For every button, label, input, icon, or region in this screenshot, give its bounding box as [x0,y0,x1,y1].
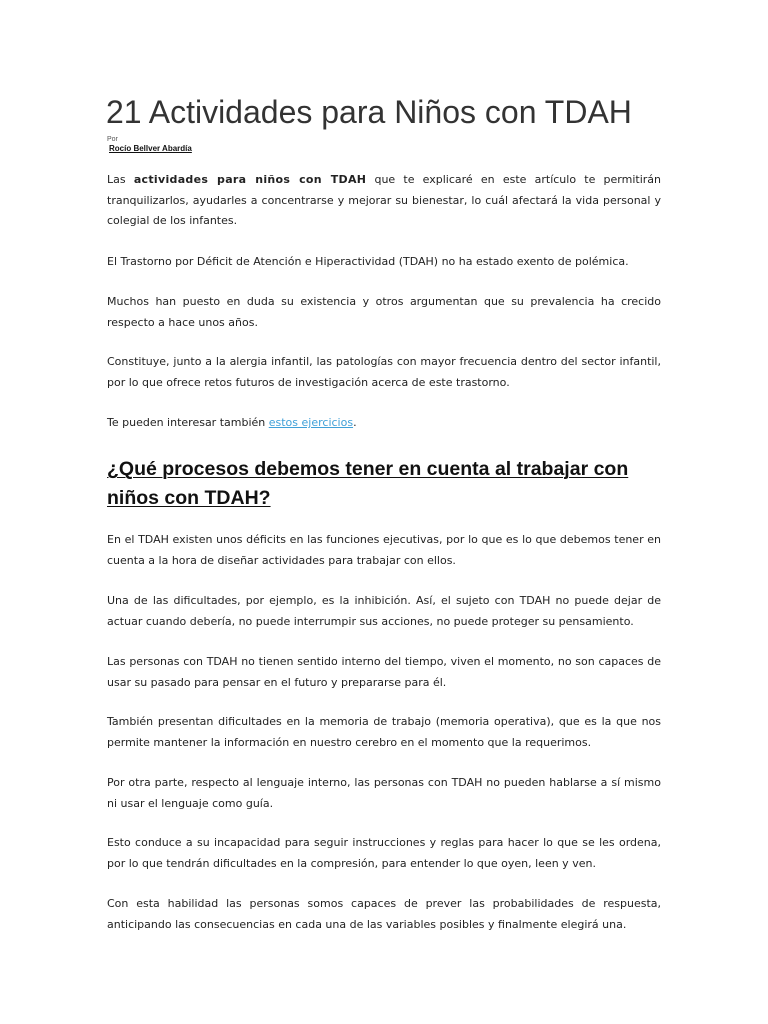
interest-paragraph [107,413,661,434]
exercises-link[interactable]: estos ejercicios [268,416,354,429]
paragraph: El Trastorno por Déficit de Atención e Hiperactividad (TDAH) no ha estado exento de polémica. [107,255,629,268]
article-title: 21 Actividades para Niños con TDAH [106,94,632,130]
intro-keyword: actividades para niños con TDAH [133,173,367,186]
intro-rest-text: que te explicaré en este artículo te permitirán tranquilizarlos, ayudarles a concentrarse y mejorar su bienestar, lo cuál afectará la vida personal y colegial de los infantes. [107,173,661,227]
paragraph: También presentan dificultades en la memoria de trabajo (memoria operativa), que es la que nos permite mantener la información en nuestro cerebro en el momento que la requerimos. [107,715,661,749]
intro-paragraph [107,170,661,232]
author-link[interactable]: Rocío Bellver Abardía [109,144,192,153]
byline-label: Por [107,136,118,143]
paragraph: Muchos han puesto en duda su existencia y otros argumentan que su prevalencia ha crecido respecto a hace unos años. [107,295,661,329]
paragraph: En el TDAH existen unos déficits en las funciones ejecutivas, por lo que es lo que debemos tener en cuenta a la hora de diseñar actividades para trabajar con ellos. [107,533,661,567]
section-heading: ¿Qué procesos debemos tener en cuenta al trabajar con niños con TDAH? [107,458,629,509]
interest-text: Te pueden interesar también [107,416,269,429]
paragraph: Constituye, junto a la alergia infantil, las patologías con mayor frecuencia dentro del sector infantil, por lo que ofrece retos futuros de investigación acerca de este trastorno. [107,355,661,389]
paragraph: Con esta habilidad las personas somos capaces de prever las probabilidades de respuesta, anticipando las consecuencias en cada una de las variables posibles y finalmente elegirá una. [107,897,661,931]
paragraph: Las personas con TDAH no tienen sentido interno del tiempo, viven el momento, no son capaces de usar su pasado para pensar en el futuro y prepararse para él. [107,655,661,689]
paragraph: Una de las dificultades, por ejemplo, es la inhibición. Así, el sujeto con TDAH no puede dejar de actuar cuando debería, no puede interrumpir sus acciones, no puede proteger su pensamiento. [107,594,661,628]
interest-after: . [353,416,357,429]
intro-lead-text: Las [107,173,134,186]
paragraph: Por otra parte, respecto al lenguaje interno, las personas con TDAH no pueden hablarse a sí mismo ni usar el lenguaje como guía. [107,776,661,810]
paragraph: Esto conduce a su incapacidad para seguir instrucciones y reglas para hacer lo que se les ordena, por lo que tendrán dificultades en la compresión, para entender lo que oyen, leen y ven. [107,836,661,870]
